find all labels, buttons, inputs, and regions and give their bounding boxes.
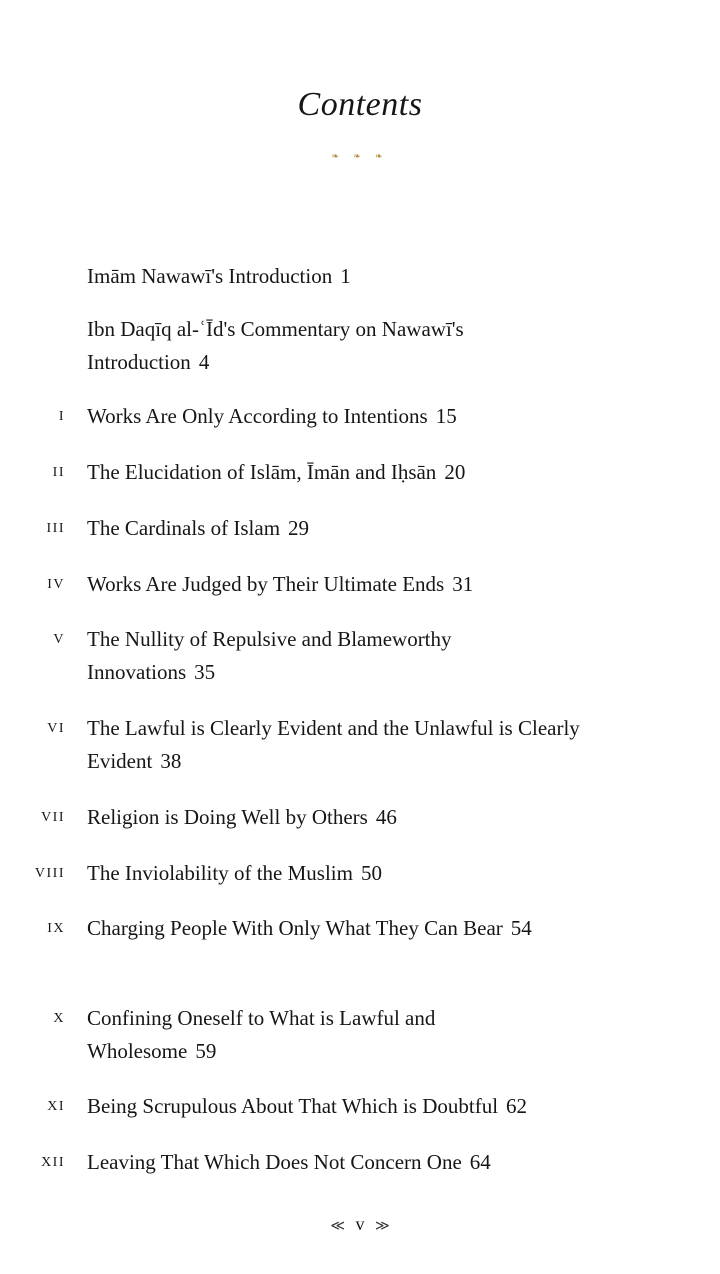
page-footer [0,1214,720,1235]
entry-title: Ibn Daqīq al-ʿĪd's Commentary on Nawawī's Introduction [87,317,464,374]
entry-title: Religion is Doing Well by Others [87,805,368,829]
entry-page: 50 [360,861,382,885]
entry-title: Works Are Judged by Their Ultimate Ends [87,572,445,596]
title-ornament-icon: ❧ ❧ ❧ [331,151,389,161]
entry-title: Confining Oneself to What is Lawful and Wholesome [87,1006,436,1063]
entry-number: VI [47,721,65,736]
entry-page: 15 [435,404,457,428]
entry-number: V [53,632,65,647]
entry-page: 38 [160,749,182,773]
entry-title: Leaving That Which Does Not Concern One [87,1150,462,1174]
entry-page: 46 [375,805,397,829]
footer-left-ornament-icon: ≪ [330,1219,345,1234]
entry-page: 1 [340,264,351,288]
entry-number: IX [47,921,65,936]
entry-title: The Lawful is Clearly Evident and the Unlawful is Clearly Evident [87,716,580,773]
entry-number: III [46,521,65,536]
entry-number: I [58,409,65,424]
entry-page: 64 [469,1150,491,1174]
entry-number: II [52,465,65,480]
entry-page: 54 [510,916,532,940]
entry-page: 31 [452,572,474,596]
entry-title: The Cardinals of Islam [87,516,281,540]
entry-number: VII [41,810,65,825]
entry-page: 20 [444,460,466,484]
entry-page: 4 [198,350,210,374]
page-number: v [355,1214,365,1234]
entry-page: 59 [195,1039,217,1063]
page-title: Contents [297,86,423,123]
entry-title: Works Are Only According to Intentions [87,404,428,428]
entry-number: X [53,1011,65,1026]
entry-number: VIII [34,866,65,881]
footer-right-ornament-icon: ≫ [375,1219,390,1234]
entry-title: The Nullity of Repulsive and Blameworthy Innovations [87,627,452,684]
entry-title: Being Scrupulous About That Which is Doubtful [87,1094,499,1118]
entry-title: The Inviolability of the Muslim [87,861,353,885]
entry-title: Charging People With Only What They Can Bear [87,916,503,940]
entry-number: XI [47,1099,65,1114]
entry-page: 29 [288,516,310,540]
entry-title: The Elucidation of Islām, Īmān and Iḥsān [87,460,437,484]
entry-number: IV [47,577,65,592]
entry-title: Imām Nawawī's Introduction [87,264,333,288]
entry-number: XII [41,1155,65,1170]
entry-page: 35 [194,660,216,684]
entry-page: 62 [506,1094,528,1118]
